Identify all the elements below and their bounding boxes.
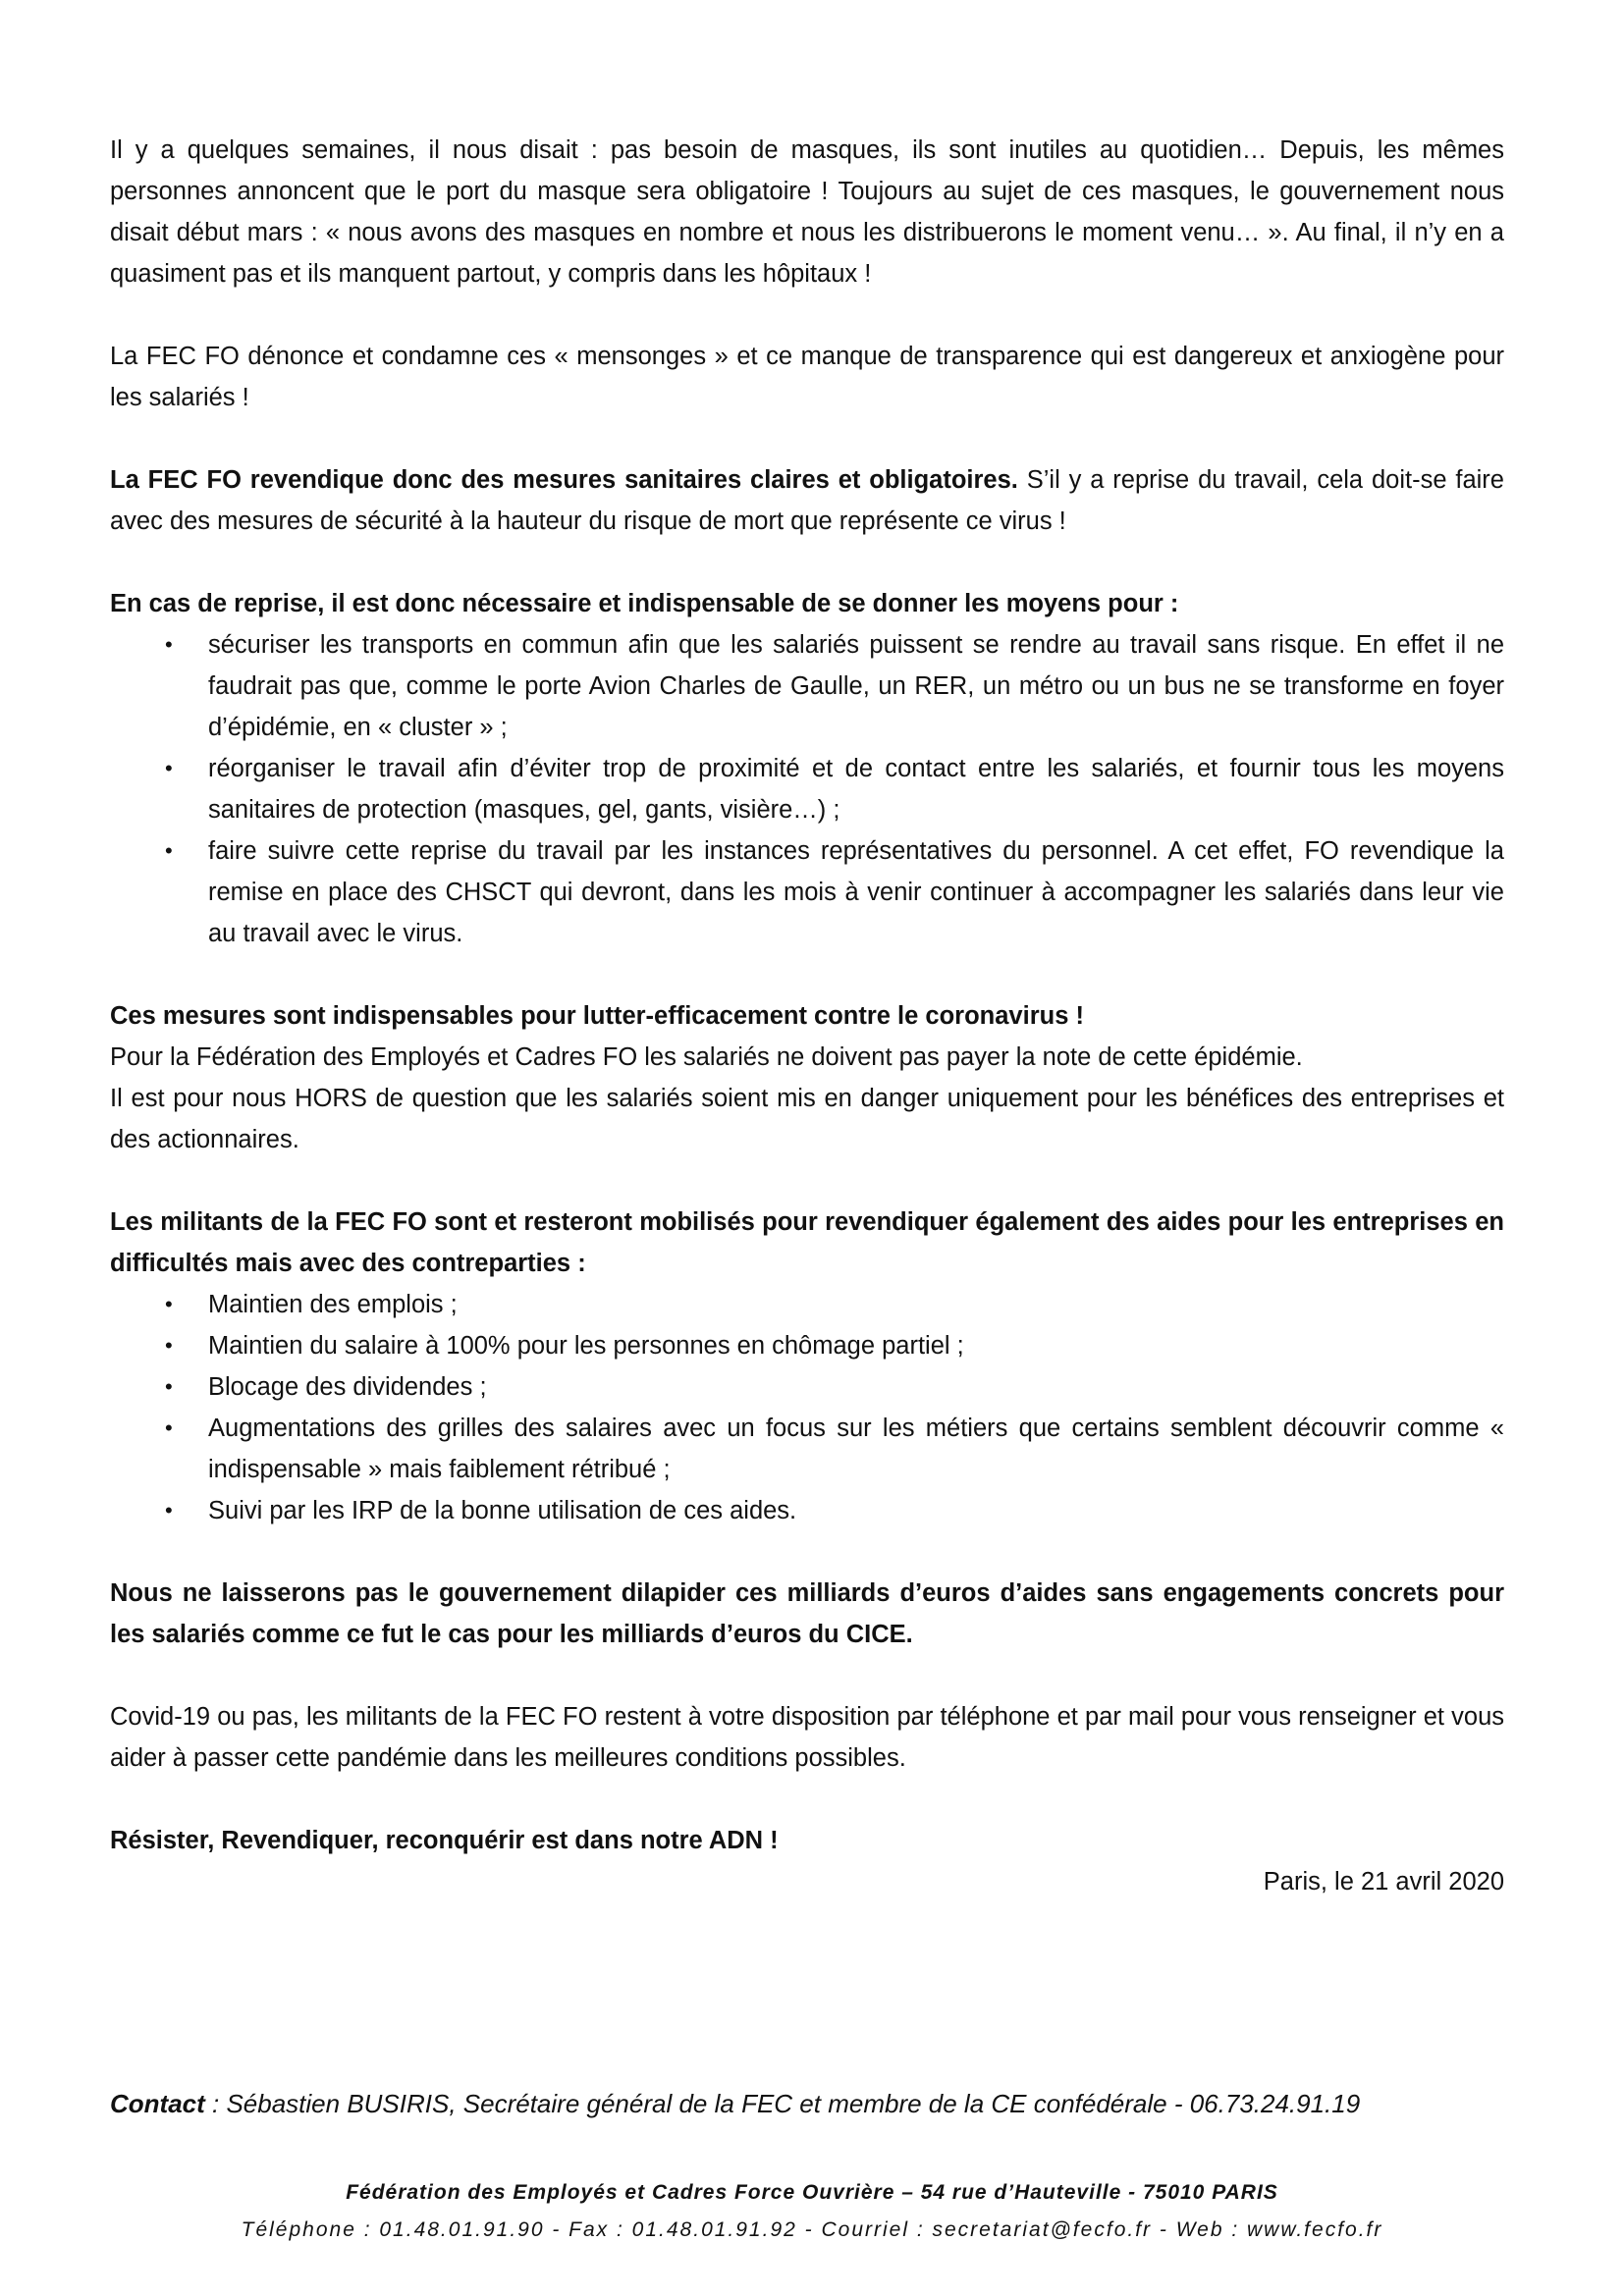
paragraph-sanitary-measures-rest: S’il y a reprise du travail, cela doit-se faire avec des mesures de sécurité à la hauteur du risque de mort que représente ce virus ! [110, 466, 1504, 535]
list-item-text: Blocage des dividendes ; [208, 1373, 487, 1401]
bullet-icon: • [165, 838, 173, 863]
counterparts-list [110, 1284, 1504, 1531]
paragraph-billions: Nous ne laisserons pas le gouvernement dilapider ces milliards d’euros d’aides sans engagements concrets pour les salariés comme ce fut le cas pour les milliards d’euros du CICE. [110, 1579, 1504, 1648]
list-item [110, 1325, 1504, 1366]
list-item-text: Augmentations des grilles des salaires avec un focus sur les métiers que certains semblent découvrir comme « indispensable » mais faiblement rétribué ; [208, 1415, 1504, 1483]
list-item [110, 748, 1504, 830]
list-item-text: Maintien des emplois ; [208, 1291, 458, 1318]
list-item [110, 1284, 1504, 1325]
list-item [110, 1408, 1504, 1490]
list-item-text: sécuriser les transports en commun afin que les salariés puissent se rendre au travail sans risque. En effet il ne faudrait pas que, comme le porte Avion Charles de Gaulle, un RER, un métro ou un bus ne se transforme en foyer d’épidémie, en « cluster » ; [208, 631, 1504, 741]
heading-militants: Les militants de la FEC FO sont et resteront mobilisés pour revendiquer également des aides pour les entreprises en difficultés mais avec des contreparties : [110, 1208, 1504, 1277]
paragraph-sanitary-measures [110, 459, 1504, 542]
list-item-text: Suivi par les IRP de la bonne utilisation de ces aides. [208, 1497, 797, 1524]
closing-slogan: Résister, Revendiquer, reconquérir est dans notre ADN ! [110, 1827, 779, 1854]
bullet-icon: • [165, 1498, 173, 1522]
list-item-text: faire suivre cette reprise du travail par les instances représentatives du personnel. A cet effet, FO revendique la remise en place des CHSCT qui devront, dans les mois à venir continuer à accompagner les salariés dans leur vie au travail avec le virus. [208, 837, 1504, 947]
bullet-icon: • [165, 1415, 173, 1440]
bullet-icon: • [165, 1292, 173, 1316]
footer-contact-details: Téléphone : 01.48.01.91.90 - Fax : 01.48.01.91.92 - Courriel : secretariat@fecfo.fr - Web : www.fecfo.fr [241, 2218, 1383, 2241]
bullet-icon: • [165, 1374, 173, 1399]
contact-label: Contact [110, 2089, 205, 2118]
list-item-text: réorganiser le travail afin d’éviter trop de proximité et de contact entre les salariés, et fournir tous les moyens sanitaires de protection (masques, gel, gants, visière…) ; [208, 755, 1504, 824]
list-item [110, 1366, 1504, 1408]
paragraph-availability: Covid-19 ou pas, les militants de la FEC FO restent à votre disposition par téléphone et par mail pour vous renseigner et vous aider à passer cette pandémie dans les meilleures conditions possibles. [110, 1703, 1504, 1772]
paragraph-federation: Pour la Fédération des Employés et Cadres FO les salariés ne doivent pas payer la note de cette épidémie. [110, 1043, 1303, 1071]
contact-text: : Sébastien BUSIRIS, Secrétaire général de la FEC et membre de la CE confédérale - 06.73.24.91.19 [204, 2089, 1361, 2118]
paragraph-masks: Il y a quelques semaines, il nous disait : pas besoin de masques, ils sont inutiles au quotidien… Depuis, les mêmes personnes annoncent que le port du masque sera obligatoire ! Toujours au sujet de ces masques, le gouvernement nous disait début mars : « nous avons des masques en nombre et nous les distribuerons le moment venu… ». Au final, il n’y en a quasiment pas et ils manquent partout, y compris dans les hôpitaux ! [110, 136, 1504, 288]
paragraph-denounce: La FEC FO dénonce et condamne ces « mensonges » et ce manque de transparence qui est dangereux et anxiogène pour les salariés ! [110, 343, 1504, 411]
heading-coronavirus: Ces mesures sont indispensables pour lutter-efficacement contre le coronavirus ! [110, 1002, 1084, 1030]
footer-address: Fédération des Employés et Cadres Force Ouvrière – 54 rue d’Hauteville - 75010 PARIS [346, 2181, 1278, 2204]
list-item [110, 830, 1504, 954]
contact-line [110, 2089, 1524, 2119]
paragraph-no-danger: Il est pour nous HORS de question que les salariés soient mis en danger uniquement pour les bénéfices des entreprises et des actionnaires. [110, 1085, 1504, 1153]
date-line: Paris, le 21 avril 2020 [1263, 1868, 1504, 1896]
bullet-icon: • [165, 756, 173, 780]
list-item [110, 1490, 1504, 1531]
paragraph-sanitary-measures-bold: La FEC FO revendique donc des mesures sanitaires claires et obligatoires. [110, 466, 1018, 494]
resumption-list [110, 624, 1504, 954]
heading-resumption: En cas de reprise, il est donc nécessaire et indispensable de se donner les moyens pour : [110, 590, 1179, 617]
list-item [110, 624, 1504, 748]
bullet-icon: • [165, 1333, 173, 1358]
list-item-text: Maintien du salaire à 100% pour les personnes en chômage partiel ; [208, 1332, 964, 1360]
document-body [110, 130, 1504, 1902]
bullet-icon: • [165, 632, 173, 657]
